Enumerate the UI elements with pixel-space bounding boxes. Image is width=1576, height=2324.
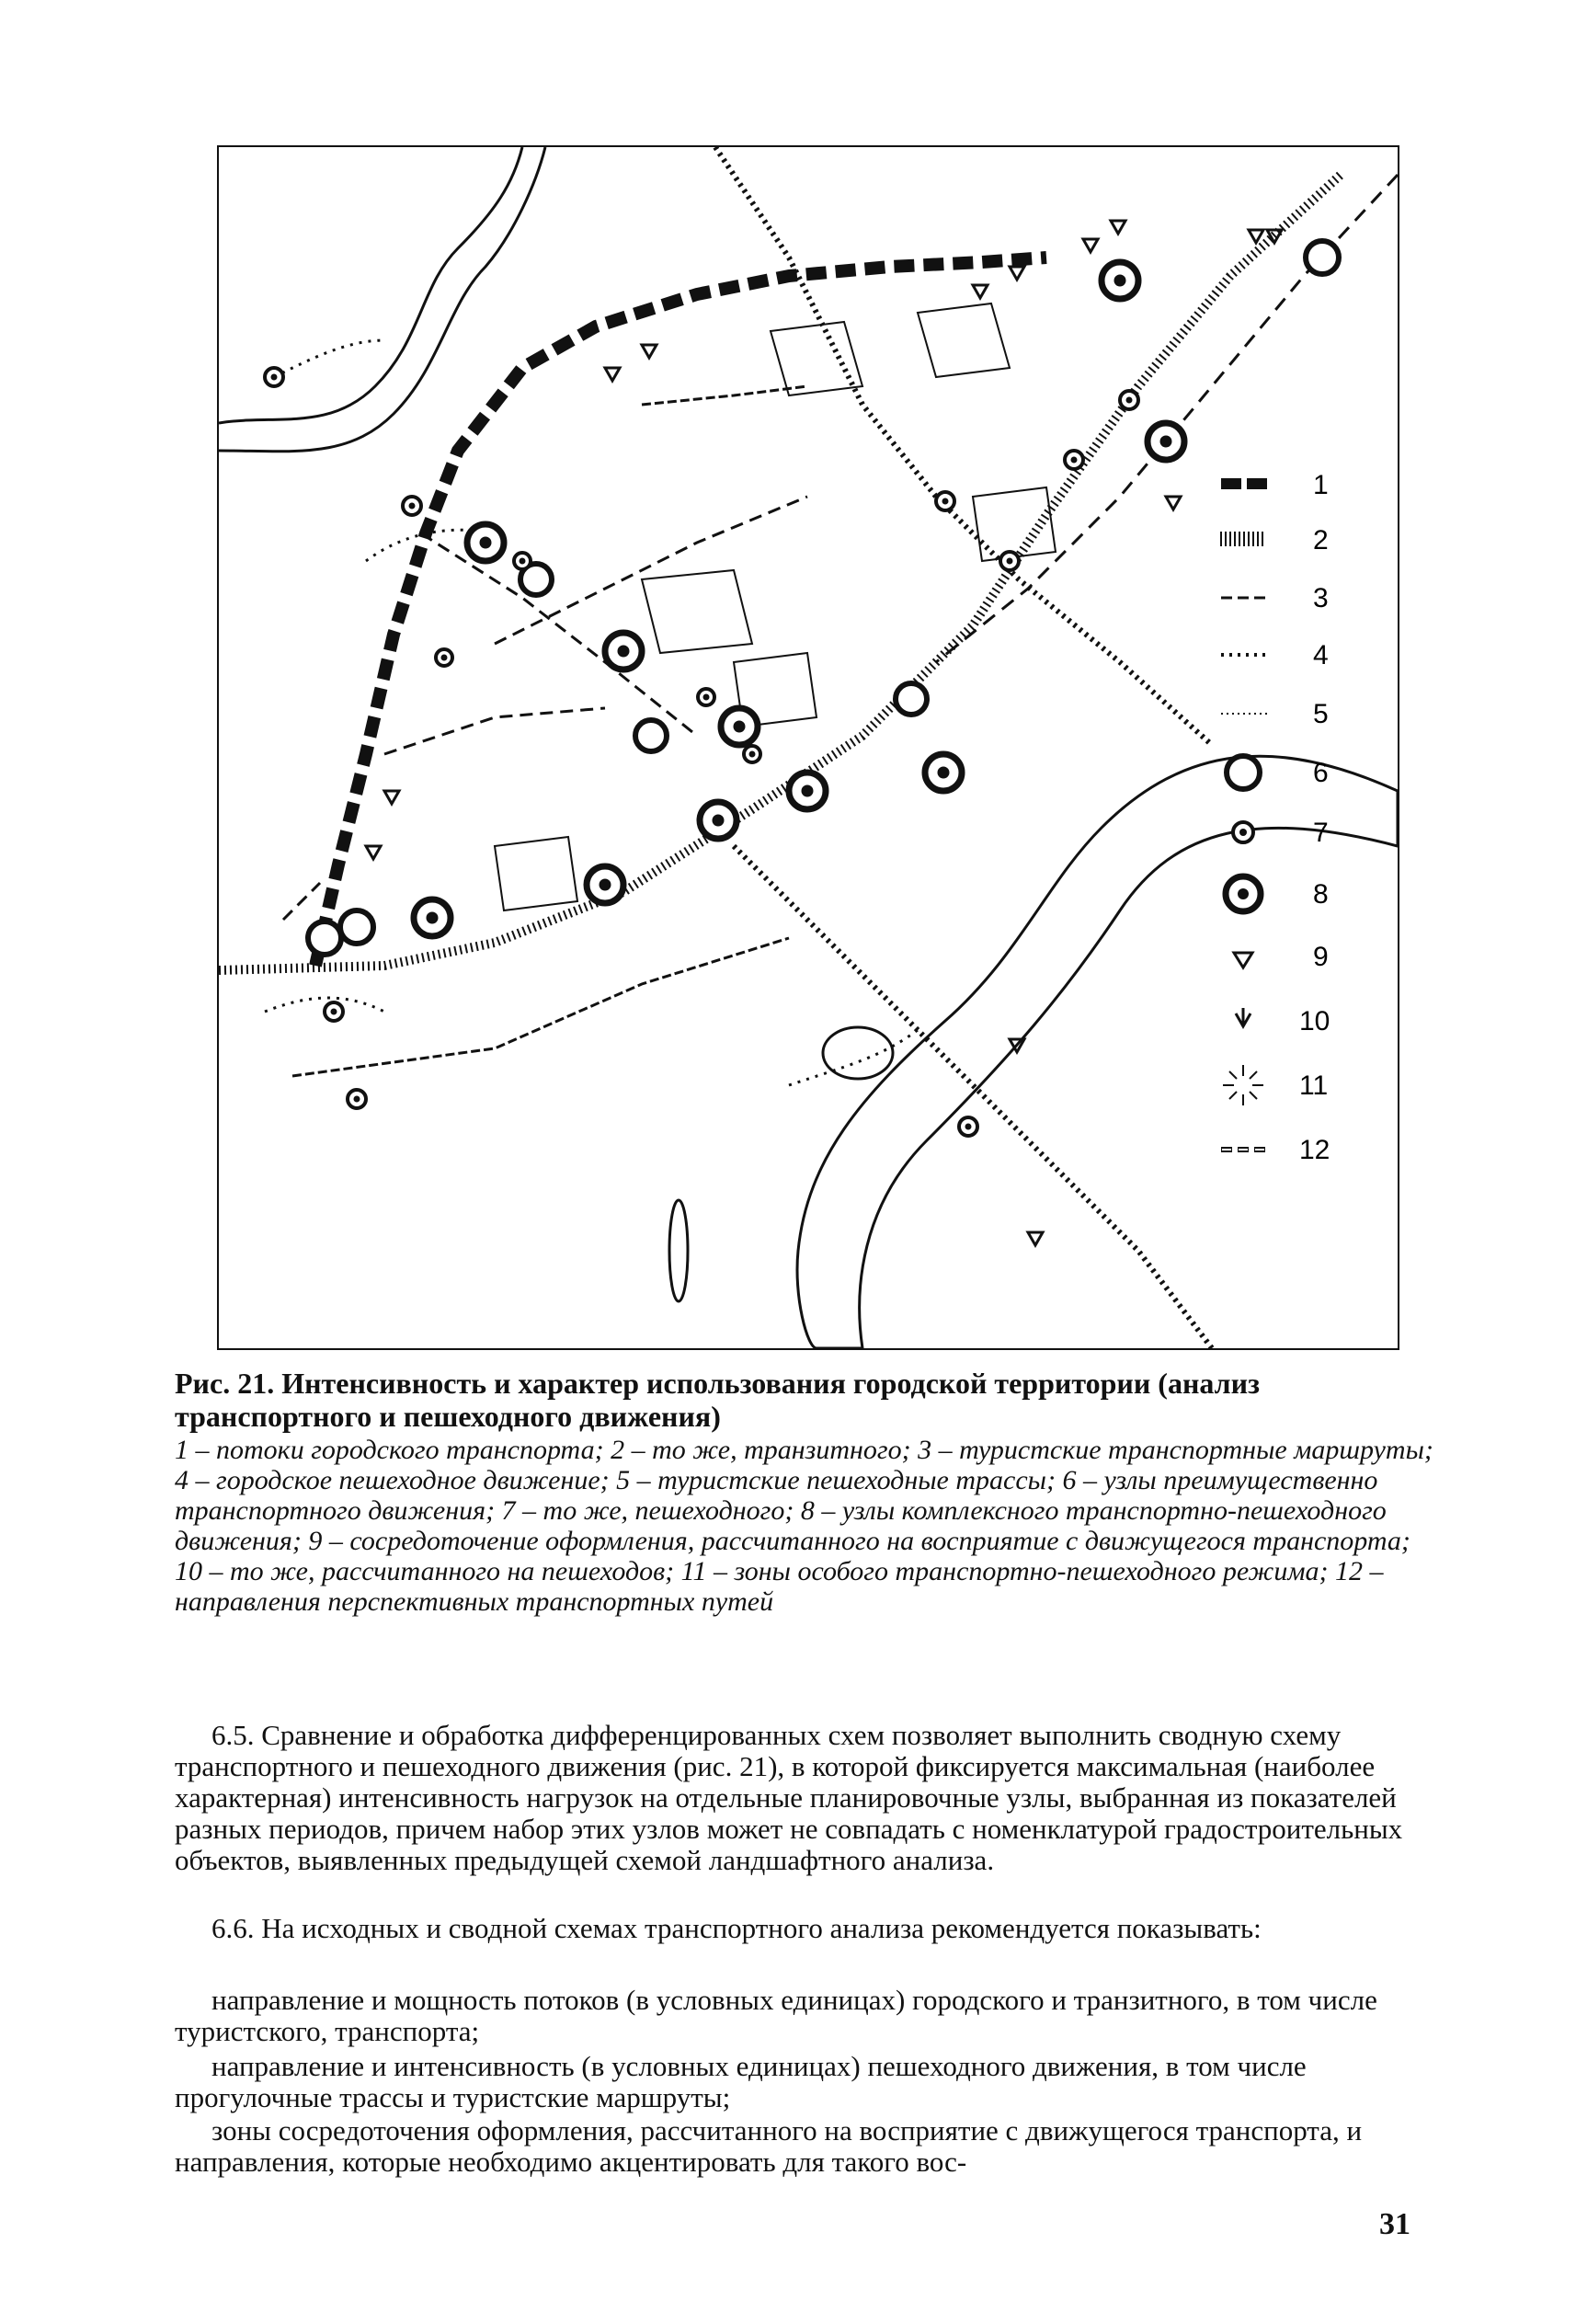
list-item-pedestrian-traffic: направление и интенсивность (в условных единицах) пешеходного движения, в том числе прогулочные трассы и туристские маршруты; [175,2050,1307,2113]
list-item-decoration-zones: зоны сосредоточения оформления, рассчитанного на восприятие с движущегося транспорта, и направления, которые необходимо акцентировать для такого вос- [175,2114,1363,2178]
legend-label-11: 11 [1299,1070,1329,1101]
transit-road [219,175,1341,970]
island-2 [669,1200,688,1301]
legend-label-9: 9 [1313,942,1329,972]
node-markers [265,241,1339,1136]
legend-label-7: 7 [1313,818,1329,848]
ring-road [315,258,1046,966]
legend-label-12: 12 [1299,1135,1330,1165]
city-transport-map [219,147,1398,1348]
figure-legend-text: 1 – потоки городского транспорта; 2 – то же, транзитного; 3 – туристские транспортные маршруты; 4 – городское пешеходное движение; 5 – туристские пешеходные трассы; 6 – узлы преимущественно транспортного движения; 7 – то же, пешеходного; 8 – узлы комплексного транспортно-пешеходного движения; 9 – сосредоточение оформления, рассчитанного на восприятие с движущегося транспорта; 10 – то же, рассчитанного на пешеходов; 11 – зоны особого транспортно-пешеходного режима; 12 – направления перспективных транспортных путей [175,1435,1433,1617]
legend-label-8: 8 [1313,879,1329,910]
city-blocks [495,303,1056,910]
legend-label-2: 2 [1313,525,1329,555]
list-item-transport-flows: направление и мощность потоков (в условных единицах) городского и транзитного, в том числе туристского, транспорта; [175,1984,1377,2047]
legend-label-6: 6 [1313,758,1329,788]
legend-label-4: 4 [1313,640,1329,670]
decoration-triangles [366,221,1282,1245]
legend-label-10: 10 [1299,1006,1330,1036]
legend-label-1: 1 [1313,470,1329,500]
map-legend [1221,470,1330,1165]
map-figure [217,145,1399,1350]
river [797,756,1398,1348]
paragraph-6-6: 6.6. На исходных и сводной схемах транспортного анализа рекомендуется показывать: [211,1912,1262,1944]
pedestrian-route [265,340,918,1085]
legend-label-3: 3 [1313,583,1329,613]
figure-title: Рис. 21. Интенсивность и характер использования городской территории (анализ транспортного и пешеходного движения) [175,1367,1260,1433]
legend-label-5: 5 [1313,699,1329,729]
diagonal-road [715,147,1212,1348]
paragraph-6-5: 6.5. Сравнение и обработка дифференцированных схем позволяет выполнить сводную схему транспортного и пешеходного движения (рис. 21), в которой фиксируется максимальная (наиболее характерная) интенсивность нагрузок на отдельные планировочные узлы, выбранная из показателей разных периодов, причем набор этих узлов может не совпадать с номенклатурой градостроительных объектов, выявленных предыдущей схемой ландшафтного анализа. [175,1719,1403,1876]
page-number: 31 [1379,2207,1410,2241]
